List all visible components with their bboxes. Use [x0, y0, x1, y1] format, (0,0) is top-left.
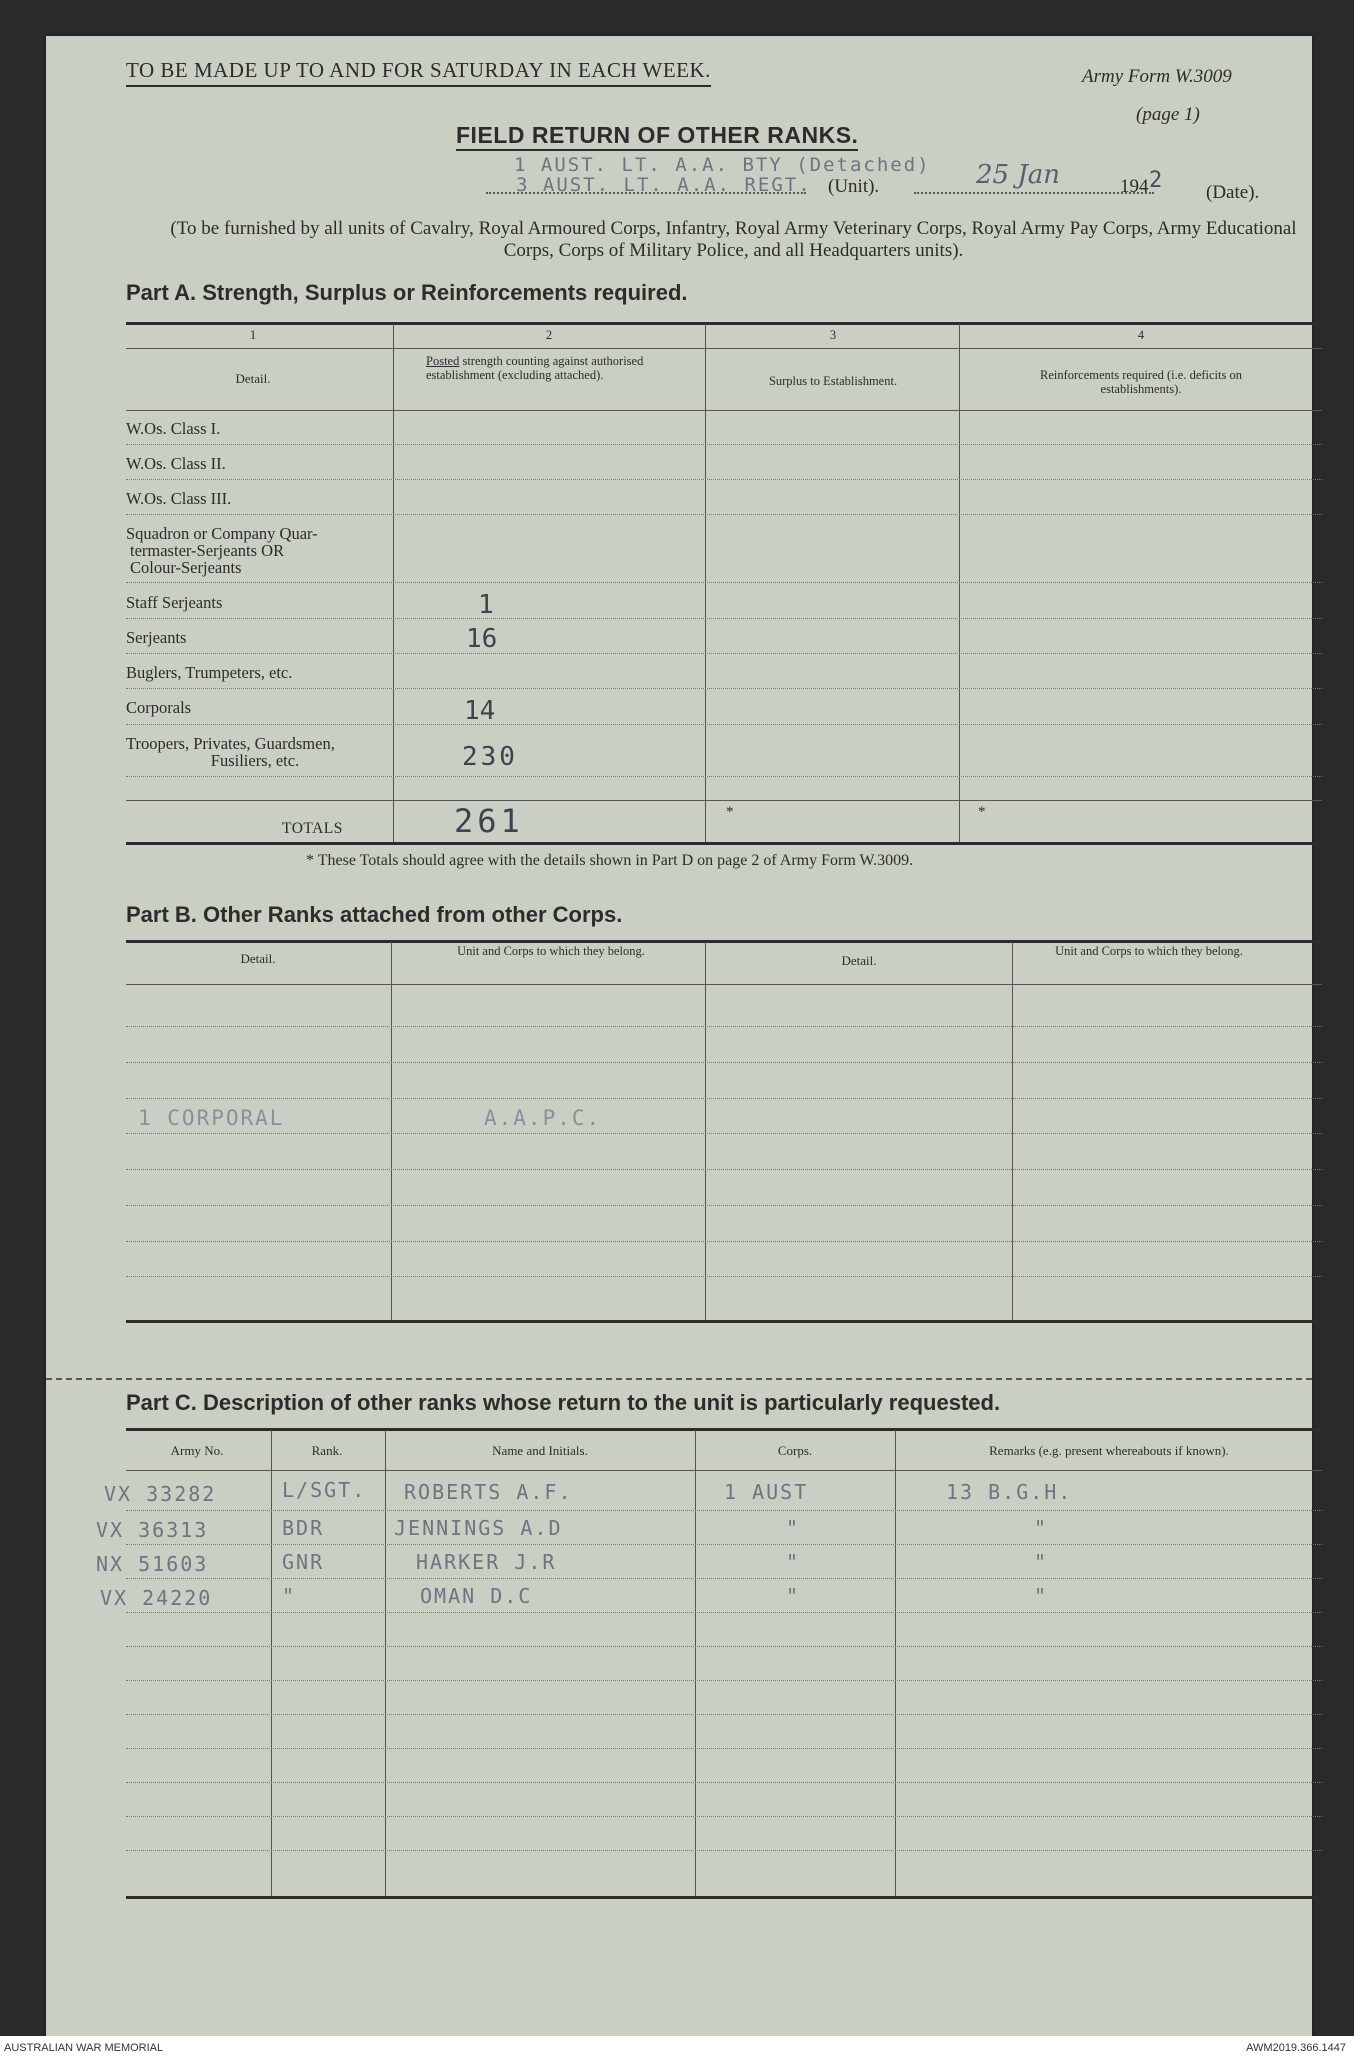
row-divider [126, 724, 1322, 725]
part-c-line [126, 1714, 1322, 1715]
col-head-surplus: Surplus to Establishment. [768, 374, 898, 388]
form-page [46, 36, 1312, 2036]
part-b-line [126, 1241, 1322, 1242]
col-head-detail: Detail. [235, 371, 271, 386]
row-divider [126, 618, 1322, 619]
part-c-row2-corps: " [786, 1516, 801, 1540]
row-corporals: Corporals [126, 698, 192, 717]
row-wo-class-3: W.Os. Class III. [126, 489, 232, 508]
part-b-col-detail-1: Detail. [240, 951, 276, 966]
form-number: Army Form W.3009 [1082, 66, 1232, 87]
part-b-title: Part B. Other Ranks attached from other Corps. [126, 902, 623, 927]
part-c-row4-army-no: VX 24220 [100, 1586, 213, 1610]
part-a-vline-1 [393, 324, 394, 844]
perforation-line [46, 1378, 1312, 1380]
posted-rest: strength counting against authorised establishment (excluding attached). [426, 354, 644, 382]
row-divider [126, 582, 1322, 583]
reinforcements-total-asterisk: * [978, 804, 986, 820]
part-a-vline-2 [705, 324, 706, 844]
part-c-line [126, 1680, 1322, 1681]
part-c-col-rank: Rank. [311, 1443, 343, 1458]
part-c-vline-2 [385, 1430, 386, 1898]
part-c-col-remarks: Remarks (e.g. present whereabouts if known). [989, 1443, 1229, 1458]
totals-top-rule [126, 800, 1322, 801]
part-c-row1-rank: L/SGT. [282, 1478, 367, 1502]
row-troopers-line2: Fusiliers, etc. [210, 751, 300, 770]
part-c-line [126, 1748, 1322, 1749]
row-divider [126, 776, 1322, 777]
year-printed: 194 [1120, 176, 1149, 197]
form-title: FIELD RETURN OF OTHER RANKS. [456, 122, 858, 151]
value-troopers: 230 [462, 742, 518, 772]
part-c-row2-remarks: " [1034, 1516, 1049, 1540]
col-head-posted [426, 354, 686, 382]
part-a-top-rule [126, 322, 1322, 325]
part-c-top-rule [126, 1428, 1322, 1431]
row-troopers [126, 735, 384, 769]
footer-accession-number: AWM2019.366.1447 [1246, 2042, 1346, 2054]
part-c-row3-rank: GNR [282, 1550, 325, 1574]
row-cqms [126, 525, 384, 576]
totals-label: TOTALS [282, 820, 343, 837]
part-c-row2-name: JENNINGS A.D [394, 1516, 563, 1540]
part-b-vline-1 [391, 942, 392, 1322]
part-c-line [126, 1850, 1322, 1851]
posted-word: Posted [426, 354, 460, 368]
part-b-col-unit-2: Unit and Corps to which they belong. [1055, 944, 1243, 958]
col-num-4: 4 [1137, 328, 1145, 342]
part-c-vline-4 [895, 1430, 896, 1898]
weekly-instruction: TO BE MADE UP TO AND FOR SATURDAY IN EACH WEEK. [126, 58, 711, 87]
col-num-3: 3 [829, 328, 837, 342]
part-b-bottom-rule [126, 1320, 1322, 1323]
part-b-vline-2 [705, 942, 706, 1322]
part-c-line [126, 1782, 1322, 1783]
part-c-row4-name: OMAN D.C [420, 1584, 533, 1608]
row-divider [126, 653, 1322, 654]
part-c-bottom-rule [126, 1896, 1322, 1899]
part-c-row1-army-no: VX 33282 [104, 1482, 217, 1506]
part-c-row3-name: HARKER J.R [416, 1550, 557, 1574]
part-c-vline-1 [271, 1430, 272, 1898]
row-wo-class-1: W.Os. Class I. [126, 419, 221, 438]
unit-label: (Unit). [828, 176, 880, 197]
part-a-num-rule [126, 348, 1322, 349]
unit-handwritten-line1: 1 AUST. LT. A.A. BTY (Detached) [514, 154, 931, 176]
part-b-top-rule [126, 940, 1322, 943]
part-b-col-detail-2: Detail. [841, 953, 877, 968]
part-a-head-rule [126, 410, 1322, 411]
row-divider [126, 514, 1322, 515]
part-b-line [126, 1026, 1322, 1027]
part-c-line [126, 1510, 1322, 1511]
date-dotted-line [914, 192, 1154, 194]
part-c-row3-remarks: " [1034, 1550, 1049, 1574]
col-num-2: 2 [545, 328, 553, 342]
row-troopers-line1: Troopers, Privates, Guardsmen, [126, 734, 335, 753]
part-c-title: Part C. Description of other ranks whose return to the unit is particularly requested. [126, 1390, 1001, 1415]
value-corporals: 14 [464, 696, 496, 726]
intro-text: (To be furnished by all units of Cavalry, Royal Armoured Corps, Infantry, Royal Army Veterinary Corps, Royal Army Pay Corps, Army Educational Corps, Corps of Military Police, and all Headquarters units). [170, 218, 1297, 261]
part-c-row1-corps: 1 AUST [724, 1480, 809, 1504]
row-serjeants: Serjeants [126, 628, 187, 647]
part-b-line [126, 1276, 1322, 1277]
totals-value: 261 [454, 802, 524, 840]
part-c-vline-3 [695, 1430, 696, 1898]
part-c-row3-corps: " [786, 1550, 801, 1574]
unit-handwritten-line2: 3 AUST. LT. A.A. REGT. [516, 174, 812, 196]
part-c-col-corps: Corps. [777, 1443, 813, 1458]
part-b-entry-unit: A.A.P.C. [484, 1106, 602, 1130]
part-b-head-rule [126, 984, 1322, 985]
part-b-vline-3 [1012, 942, 1013, 1322]
row-wo-class-2: W.Os. Class II. [126, 454, 226, 473]
part-b-line [126, 1169, 1322, 1170]
part-c-row2-rank: BDR [282, 1516, 325, 1540]
part-c-col-army-no: Army No. [170, 1443, 224, 1458]
row-divider [126, 444, 1322, 445]
part-b-entry-detail: 1 CORPORAL [138, 1106, 285, 1130]
part-c-row2-army-no: VX 36313 [96, 1518, 209, 1542]
col-head-reinforcements: Reinforcements required (i.e. deficits on establishments). [1039, 368, 1242, 396]
part-b-line [126, 1133, 1322, 1134]
part-b-line [126, 1062, 1322, 1063]
archive-footer [0, 2036, 1354, 2061]
part-b-col-unit-1: Unit and Corps to which they belong. [457, 944, 645, 958]
part-c-row4-rank: " [282, 1584, 297, 1608]
value-serjeants: 16 [466, 624, 498, 654]
part-c-line [126, 1816, 1322, 1817]
part-a-title: Part A. Strength, Surplus or Reinforcements required. [126, 280, 688, 305]
year-handwritten: 2 [1149, 168, 1163, 193]
part-b-line [126, 1205, 1322, 1206]
col-num-1: 1 [249, 328, 257, 342]
part-c-line [126, 1612, 1322, 1613]
part-c-row4-corps: " [786, 1584, 801, 1608]
date-handwritten: 25 Jan [976, 160, 1061, 190]
part-c-row4-remarks: " [1034, 1584, 1049, 1608]
part-a-bottom-rule [126, 842, 1322, 845]
part-b-line [126, 1098, 1322, 1099]
row-cqms-line3: Colour-Serjeants [130, 558, 242, 577]
value-staff-serjeants: 1 [478, 590, 494, 620]
part-c-head-rule [126, 1470, 1322, 1471]
row-divider [126, 688, 1322, 689]
surplus-total-asterisk: * [726, 804, 734, 820]
row-divider [126, 479, 1322, 480]
footer-institution: AUSTRALIAN WAR MEMORIAL [4, 2042, 164, 2054]
date-label: (Date). [1206, 182, 1260, 203]
part-c-row1-name: ROBERTS A.F. [404, 1480, 573, 1504]
row-buglers: Buglers, Trumpeters, etc. [126, 663, 293, 682]
part-a-vline-3 [959, 324, 960, 844]
row-staff-serjeants: Staff Serjeants [126, 593, 223, 612]
part-c-row3-army-no: NX 51603 [96, 1552, 209, 1576]
row-cqms-line1: Squadron or Company Quar- [126, 524, 318, 543]
page-label: (page 1) [1136, 104, 1200, 125]
part-c-col-name: Name and Initials. [492, 1443, 588, 1458]
totals-footnote: * These Totals should agree with the details shown in Part D on page 2 of Army Form W.3009. [306, 852, 914, 869]
part-c-line [126, 1646, 1322, 1647]
part-c-line [126, 1578, 1322, 1579]
part-c-row1-remarks: 13 B.G.H. [946, 1480, 1073, 1504]
part-c-line [126, 1544, 1322, 1545]
row-cqms-line2: termaster-Serjeants OR [130, 541, 285, 560]
